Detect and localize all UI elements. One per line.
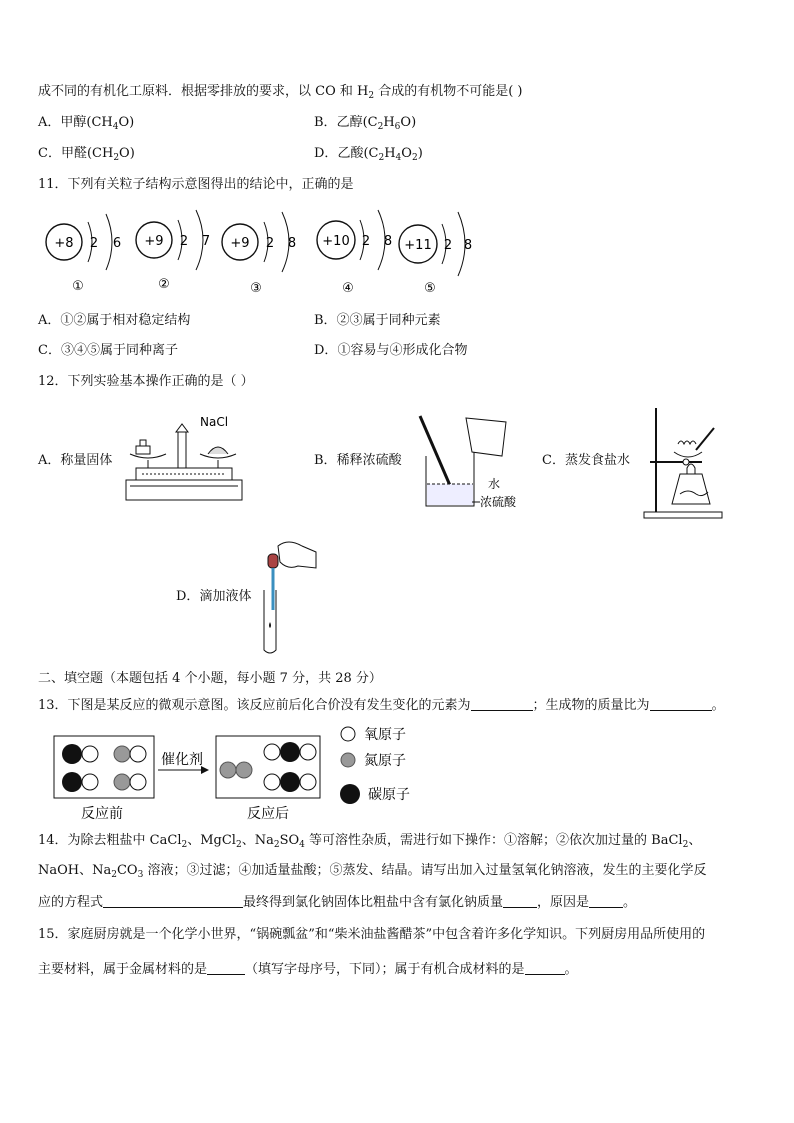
atom-2-label: ② <box>158 277 170 292</box>
atom-structure-diagrams <box>42 206 482 296</box>
atom-1-label: ① <box>72 279 84 294</box>
atom-diagram-5 <box>399 212 472 296</box>
q14-equation-blank[interactable] <box>103 894 243 908</box>
conc-acid-label: 浓硫酸 <box>480 495 517 509</box>
dropper-illustration <box>258 540 320 658</box>
evaporation-setup-illustration <box>640 404 724 522</box>
reaction-micro-diagram <box>52 724 432 824</box>
atom-5-shell-2: 8 <box>463 238 473 253</box>
atom-3-shell-2: 8 <box>287 236 297 251</box>
q10-option-b: B．乙醇$(C_2H_6O)$ <box>314 115 417 132</box>
q11-option-b: B．②③属于同种元素 <box>314 313 441 328</box>
atom-5-shell-1: 2 <box>443 238 453 253</box>
legend-oxygen: 氧原子 <box>364 727 406 743</box>
q13-stem: 13．下图是某反应的微观示意图。该反应前后化合价没有发生变化的元素为 ；生成物的质量比为 。 <box>38 698 725 713</box>
q15-metal-blank[interactable] <box>207 961 245 975</box>
q10-option-a: A．甲醇$(CH_4O)$ <box>38 115 135 132</box>
dilute-acid-illustration <box>412 412 522 517</box>
atom-1-shell-1: 2 <box>89 236 99 251</box>
atom-4-shell-2: 8 <box>383 234 393 249</box>
q11-option-d: D．①容易与④形成化合物 <box>314 343 468 358</box>
q15-line-2: 主要材料，属于金属材料的是 （填写字母序号，下同）；属于有机合成材料的是 。 <box>38 962 578 977</box>
q14-line-2: NaOH、$Na_2CO_3$ 溶液；③过滤；④加适量盐酸；⑤蒸发、结晶。请写出加入过量氢氧化钠溶液，发生的主要化学反 <box>38 863 707 880</box>
q13-answer-blank-2[interactable] <box>650 697 712 711</box>
q10-stem-text-b: 合成的有机物不可能是( ) <box>374 84 523 99</box>
atom-5-label: ⑤ <box>424 281 436 296</box>
q15-synthetic-blank[interactable] <box>525 961 565 975</box>
q14-line-3: 应的方程式 最终得到氯化钠固体比粗盐中含有氯化钠质量 ，原因是 。 <box>38 895 637 910</box>
atom-diagram-2 <box>136 210 210 292</box>
atom-4-nucleus: +10 <box>322 234 350 249</box>
q10-option-d: D．乙酸$(C_2H_4O_2)$ <box>314 146 423 163</box>
q10-stem-sub: 2 <box>368 91 375 101</box>
q12-stem: 12．下列实验基本操作正确的是（ ） <box>38 374 254 389</box>
q14-reason-blank[interactable] <box>589 894 623 908</box>
atom-diagram-1 <box>46 214 121 294</box>
q11-stem: 11．下列有关粒子结构示意图得出的结论中，正确的是 <box>38 177 354 192</box>
q13-answer-blank-1[interactable] <box>471 697 533 711</box>
atom-5-nucleus: +11 <box>404 238 432 253</box>
atom-diagram-3 <box>222 212 296 296</box>
water-label: 水 <box>488 477 501 491</box>
q12-option-c: C．蒸发食盐水 <box>542 453 630 468</box>
q14-mass-blank[interactable] <box>503 894 537 908</box>
atom-1-shell-2: 6 <box>112 236 122 251</box>
q14-line-1: 14．为除去粗盐中 CaCl$_2$、MgCl$_2$、$Na_2SO_4$ 等可溶性杂质，需进行如下操作：①溶解；②依次加过量的 BaCl$_2$、 <box>38 833 702 850</box>
atom-4-shell-1: 2 <box>361 234 371 249</box>
q12-option-d: D．滴加液体 <box>176 589 252 604</box>
section-2-heading: 二、填空题（本题包括 4 个小题，每小题 7 分，共 28 分） <box>38 671 382 686</box>
q11-option-a: A．①②属于相对稳定结构 <box>38 313 191 328</box>
catalyst-label: 催化剂 <box>161 752 203 768</box>
balance-scale-illustration <box>122 410 247 505</box>
atom-3-nucleus: +9 <box>230 236 250 251</box>
atom-3-shell-1: 2 <box>265 236 275 251</box>
legend-nitrogen: 氮原子 <box>364 753 406 769</box>
q11-option-c: C．③④⑤属于同种离子 <box>38 343 178 358</box>
q12-option-a: A．称量固体 <box>38 453 113 468</box>
legend-carbon: 碳原子 <box>368 787 410 803</box>
atom-2-nucleus: +9 <box>144 234 164 249</box>
before-label: 反应前 <box>81 806 123 822</box>
atom-2-shell-1: 2 <box>179 234 189 249</box>
q10-option-c: C．甲醛$(CH_2O)$ <box>38 146 135 163</box>
q12-option-b: B．稀释浓硫酸 <box>314 453 402 468</box>
atom-diagram-4 <box>317 210 392 296</box>
q10-stem <box>38 83 523 101</box>
q15-line-1: 15．家庭厨房就是一个化学小世界，“锅碗瓢盆”和“柴米油盐酱醋茶”中包含着许多化学知识。下列厨房用品所使用的 <box>38 927 706 942</box>
nacl-label: NaCl <box>200 415 229 429</box>
atom-3-label: ③ <box>250 281 262 296</box>
atom-2-shell-2: 7 <box>201 234 211 249</box>
q10-stem-text: 成不同的有机化工原料．根据零排放的要求，以 CO 和 H <box>38 84 369 99</box>
after-label: 反应后 <box>247 806 289 822</box>
atom-4-label: ④ <box>342 281 354 296</box>
atom-1-nucleus: +8 <box>54 236 74 251</box>
